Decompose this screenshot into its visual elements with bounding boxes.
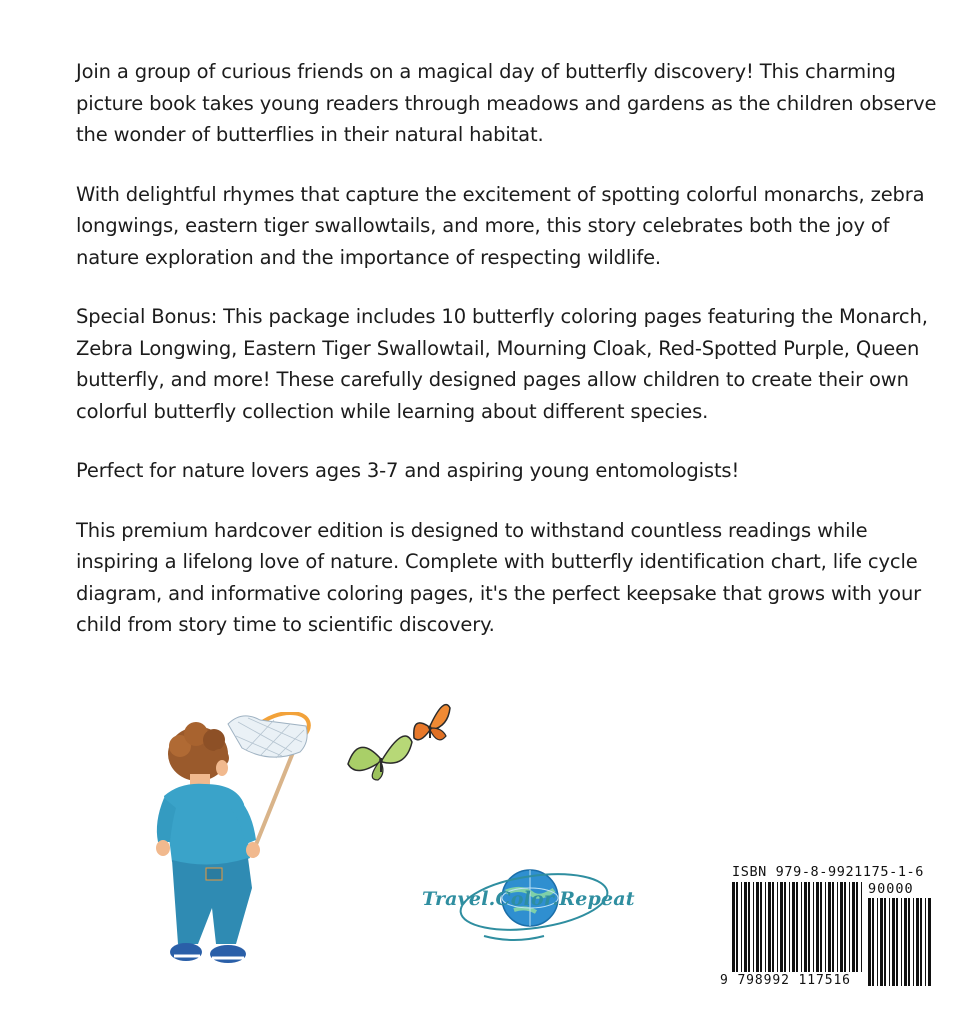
publisher-logo: [414, 860, 642, 944]
blurb-paragraph-5: This premium hardcover edition is designed to withstand countless readings while inspiring a lifelong love of nature. Complete with butterfly identification chart, life cycle diagram, and informative coloring pages, it's the perfect keepsake that grows with your child from story time to scientific discovery.: [76, 518, 922, 636]
barcode-bars: [718, 858, 940, 992]
isbn-barcode: [718, 858, 940, 992]
blurb-paragraph-2: With delightful rhymes that capture the excitement of spotting colorful monarchs, zebra longwings, eastern tiger swallowtails, and more, this story celebrates both the joy of nature exploration and the importance of respecting wildlife.: [76, 182, 925, 269]
blurb-paragraph-3: Special Bonus: This package includes 10 butterfly coloring pages featuring the Monarch, Zebra Longwing, Eastern Tiger Swallowtail, Mourning Cloak, Red-Spotted Purple, Queen butterfly, and more! These carefully designed pages allow children to create their own colorful butterfly collection while learning about different species.: [76, 305, 928, 423]
blurb-paragraph-1: Join a group of curious friends on a magical day of butterfly discovery! This charming picture book takes young readers through meadows and gardens as the children observe the wonder of butterflies in their natural habitat.: [76, 60, 937, 146]
butterflies-illustration: [342, 694, 457, 786]
publisher-logo-text: Travel.Color.Repeat: [422, 888, 635, 910]
boy-with-net-illustration: [150, 712, 320, 972]
price-code: 90000: [868, 881, 914, 897]
blurb-paragraph-4: Perfect for nature lovers ages 3-7 and aspiring young entomologists!: [76, 459, 740, 482]
isbn-label: ISBN 979-8-9921175-1-6: [732, 864, 925, 880]
ean-digits: 9 798992 117516: [720, 973, 851, 988]
back-cover-blurb: [76, 56, 938, 669]
